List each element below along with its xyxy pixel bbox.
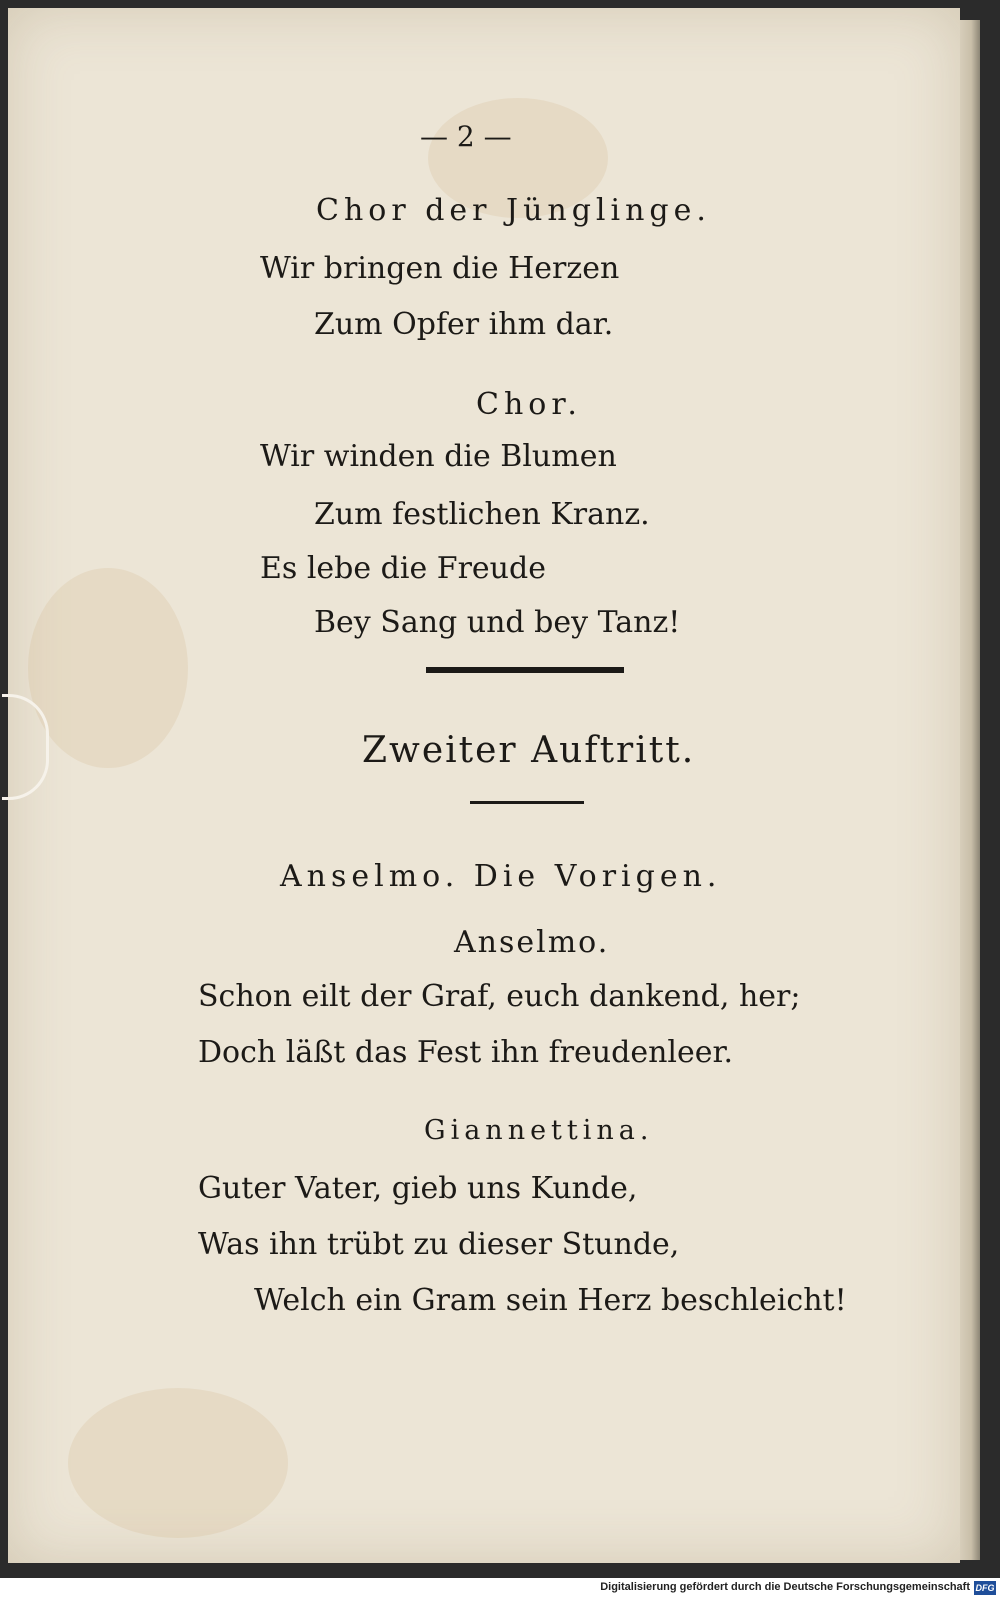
verse-line: Zum Opfer ihm dar. xyxy=(314,307,614,342)
verse-line: Wir winden die Blumen xyxy=(260,439,617,474)
digitization-footer xyxy=(0,1578,1000,1600)
title-underline xyxy=(470,801,584,804)
speaker-heading-chorus-youths: Chor der Jünglinge. xyxy=(316,193,711,228)
funding-credit: Digitalisierung gefördert durch die Deutsche Forschungsgemeinschaft xyxy=(600,1581,970,1593)
section-divider xyxy=(426,667,624,673)
verse-line: Schon eilt der Graf, euch dankend, her; xyxy=(198,979,801,1014)
verse-line: Zum festlichen Kranz. xyxy=(314,497,650,532)
verse-line: Doch läßt das Fest ihn freudenleer. xyxy=(198,1035,734,1070)
speaker-heading-chorus: Chor. xyxy=(476,387,582,422)
dfg-logo-icon: DFG xyxy=(975,1583,995,1593)
book-page xyxy=(8,8,960,1563)
verse-line: Es lebe die Freude xyxy=(260,551,546,586)
page-edge xyxy=(958,20,980,1560)
scene-title: Zweiter Auftritt. xyxy=(362,730,696,771)
verse-line: Wir bringen die Herzen xyxy=(260,251,620,286)
speaker-heading-anselmo: Anselmo. xyxy=(454,925,610,960)
speaker-heading-giannettina: Giannettina. xyxy=(424,1115,654,1146)
verse-line: Bey Sang und bey Tanz! xyxy=(314,605,681,640)
paper-stain xyxy=(28,568,188,768)
paper-stain xyxy=(68,1388,288,1538)
verse-line: Welch ein Gram sein Herz beschleicht! xyxy=(254,1283,847,1318)
verse-line: Guter Vater, gieb uns Kunde, xyxy=(198,1171,638,1206)
verse-line: Was ihn trübt zu dieser Stunde, xyxy=(198,1227,680,1262)
page-number: — 2 — xyxy=(420,120,512,153)
cast-list: Anselmo. Die Vorigen. xyxy=(280,859,722,894)
